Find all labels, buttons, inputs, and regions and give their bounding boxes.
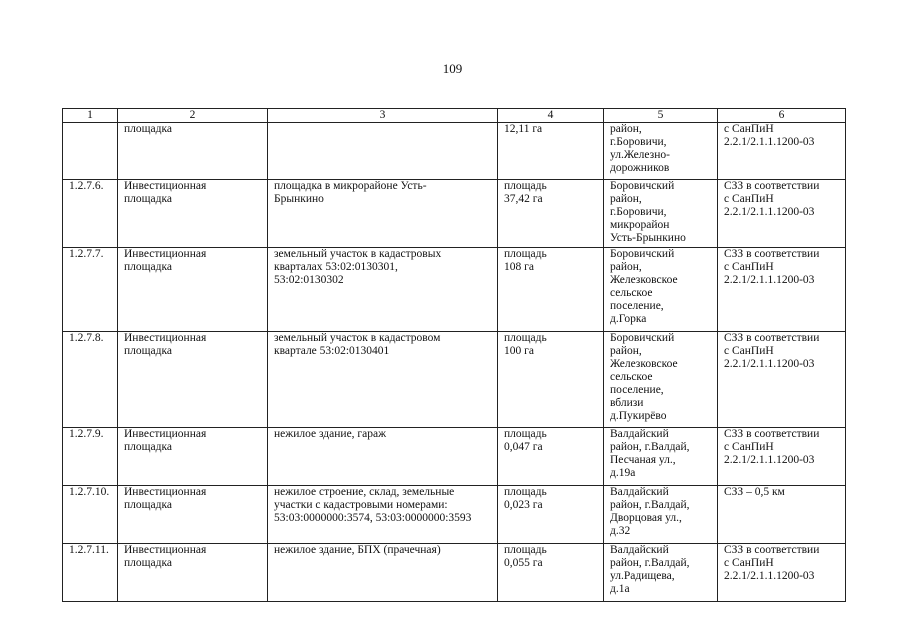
object-name-text: Инвестиционная площадка xyxy=(124,544,207,569)
object-note xyxy=(718,332,846,428)
object-name-text: площадка xyxy=(124,123,172,135)
object-note-text: СЗЗ в соответствии с СанПиН 2.2.1/2.1.1.1200-03 xyxy=(724,332,820,370)
object-name xyxy=(118,332,268,428)
object-location xyxy=(604,486,718,544)
object-description xyxy=(268,544,498,602)
object-note-text: СЗЗ в соответствии с СанПиН 2.2.1/2.1.1.1200-03 xyxy=(724,180,820,218)
object-description-text: земельный участок в кадастровом квартале 53:02:0130401 xyxy=(274,332,441,357)
object-description-text: земельный участок в кадастровых кварталах 53:02:0130301, 53:02:0130302 xyxy=(274,248,442,286)
object-name-text: Инвестиционная площадка xyxy=(124,248,207,273)
column-header: 6 xyxy=(718,109,846,123)
row-number: 1.2.7.6. xyxy=(63,180,118,248)
object-name xyxy=(118,123,268,180)
object-area-text: площадь 0,055 га xyxy=(504,544,547,569)
object-description xyxy=(268,428,498,486)
object-area xyxy=(498,180,604,248)
object-name-text: Инвестиционная площадка xyxy=(124,428,207,453)
object-note-text: СЗЗ – 0,5 км xyxy=(724,486,785,498)
column-header: 3 xyxy=(268,109,498,123)
object-note xyxy=(718,180,846,248)
object-location xyxy=(604,428,718,486)
object-location xyxy=(604,332,718,428)
object-area-text: 12,11 га xyxy=(504,123,543,135)
column-header: 4 xyxy=(498,109,604,123)
object-area-text: площадь 37,42 га xyxy=(504,180,547,205)
object-area xyxy=(498,123,604,180)
object-location-text: Боровичский район, Железковское сельское поселение, вблизи д.Пукирёво xyxy=(610,332,678,422)
object-location xyxy=(604,248,718,332)
row-number xyxy=(63,123,118,180)
column-header: 5 xyxy=(604,109,718,123)
table-header-row xyxy=(63,109,846,123)
object-name xyxy=(118,486,268,544)
object-name-text: Инвестиционная площадка xyxy=(124,180,207,205)
object-area xyxy=(498,428,604,486)
object-location xyxy=(604,544,718,602)
object-description-text: нежилое строение, склад, земельные участки с кадастровыми номерами: 53:03:0000000:3574, 53:03:0000000:3593 xyxy=(274,486,472,524)
object-location-text: район, г.Боровичи, ул.Железно- дорожников xyxy=(610,123,670,174)
object-location-text: Валдайский район, г.Валдай, Дворцовая ул., д.32 xyxy=(610,486,690,537)
row-number: 1.2.7.7. xyxy=(63,248,118,332)
object-location xyxy=(604,123,718,180)
object-note-text: с СанПиН 2.2.1/2.1.1.1200-03 xyxy=(724,123,815,148)
object-description-text: площадка в микрорайоне Усть- Брынкино xyxy=(274,180,427,205)
object-area xyxy=(498,332,604,428)
object-area xyxy=(498,486,604,544)
object-note xyxy=(718,486,846,544)
object-area-text: площадь 0,023 га xyxy=(504,486,547,511)
row-number: 1.2.7.9. xyxy=(63,428,118,486)
object-name xyxy=(118,544,268,602)
object-description-text: нежилое здание, гараж xyxy=(274,428,387,440)
object-location xyxy=(604,180,718,248)
row-number: 1.2.7.11. xyxy=(63,544,118,602)
object-name-text: Инвестиционная площадка xyxy=(124,332,207,357)
object-name xyxy=(118,428,268,486)
table-row xyxy=(63,544,846,602)
object-note xyxy=(718,428,846,486)
table-row xyxy=(63,180,846,248)
object-location-text: Боровичский район, Железковское сельское поселение, д.Горка xyxy=(610,248,678,325)
object-location-text: Валдайский район, г.Валдай, Песчаная ул., д.19а xyxy=(610,428,690,479)
object-note-text: СЗЗ в соответствии с СанПиН 2.2.1/2.1.1.1200-03 xyxy=(724,428,820,466)
object-description xyxy=(268,248,498,332)
table-row xyxy=(63,486,846,544)
object-note xyxy=(718,544,846,602)
row-number: 1.2.7.8. xyxy=(63,332,118,428)
object-name xyxy=(118,248,268,332)
object-area-text: площадь 100 га xyxy=(504,332,547,357)
column-header: 1 xyxy=(63,109,118,123)
object-note-text: СЗЗ в соответствии с СанПиН 2.2.1/2.1.1.1200-03 xyxy=(724,544,820,582)
object-area-text: площадь 0,047 га xyxy=(504,428,547,453)
table-row xyxy=(63,248,846,332)
object-description-text: нежилое здание, БПХ (прачечная) xyxy=(274,544,441,556)
object-area-text: площадь 108 га xyxy=(504,248,547,273)
column-header: 2 xyxy=(118,109,268,123)
object-location-text: Боровичский район, г.Боровичи, микрорайон Усть-Брынкино xyxy=(610,180,686,244)
table-row xyxy=(63,123,846,180)
table-row xyxy=(63,332,846,428)
object-name xyxy=(118,180,268,248)
object-note xyxy=(718,123,846,180)
page-number: 109 xyxy=(442,61,463,76)
object-name-text: Инвестиционная площадка xyxy=(124,486,207,511)
object-description xyxy=(268,332,498,428)
object-note-text: СЗЗ в соответствии с СанПиН 2.2.1/2.1.1.1200-03 xyxy=(724,248,820,286)
object-description xyxy=(268,486,498,544)
row-number: 1.2.7.10. xyxy=(63,486,118,544)
object-note xyxy=(718,248,846,332)
object-area xyxy=(498,248,604,332)
object-area xyxy=(498,544,604,602)
object-description xyxy=(268,123,498,180)
document-table xyxy=(62,108,846,602)
object-location-text: Валдайский район, г.Валдай, ул.Радищева, д.1а xyxy=(610,544,690,595)
table-row xyxy=(63,428,846,486)
object-description xyxy=(268,180,498,248)
